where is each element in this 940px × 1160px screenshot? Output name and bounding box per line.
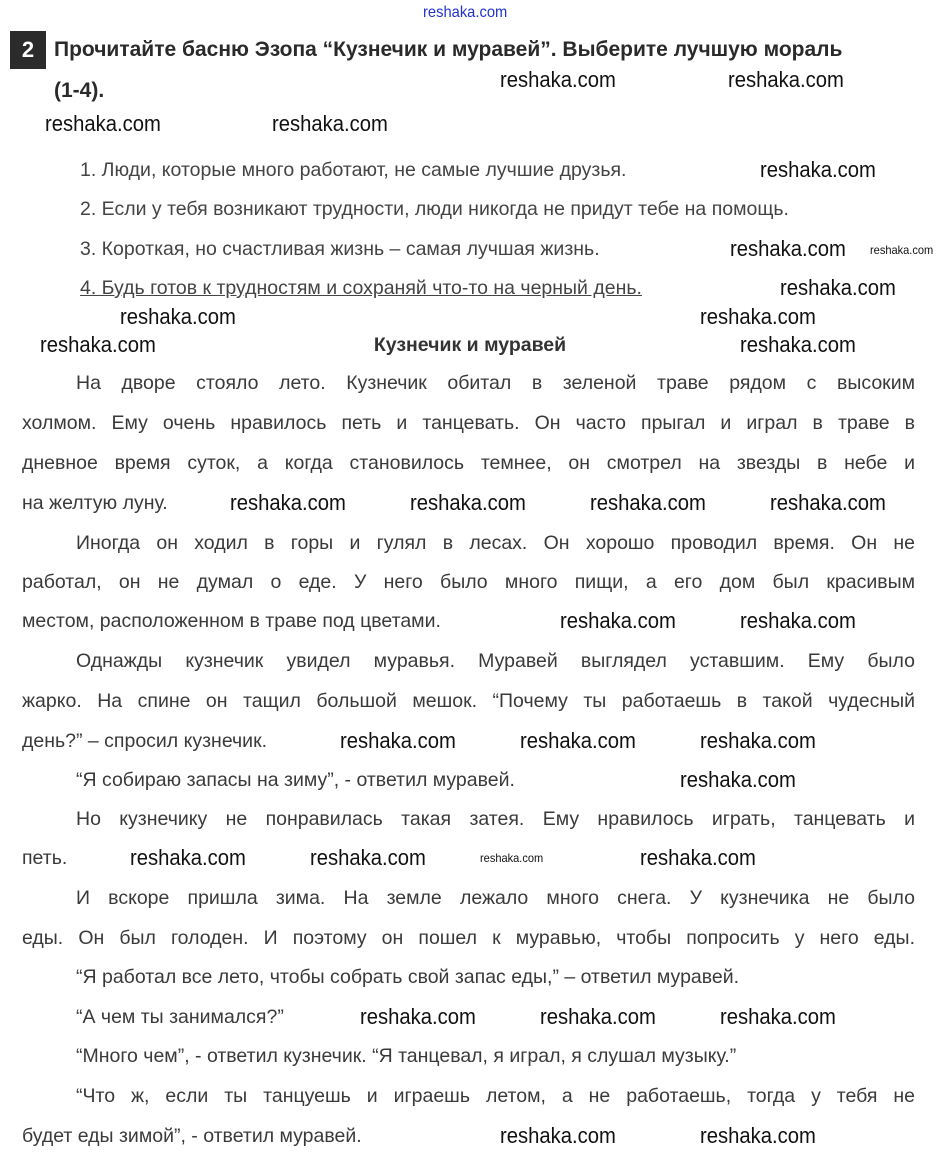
watermark: reshaka.com [760,157,876,182]
watermark: reshaka.com [870,243,934,257]
story-line: “Я работал все лето, чтобы собрать свой запас еды,” – ответил муравей. [76,966,740,988]
story-line: “Что ж, если ты танцуешь и играешь летом, а не работаешь, тогда у тебя не [76,1085,915,1107]
watermark: reshaka.com [120,304,236,329]
story-line: день?” – спросил кузнечик. [22,730,268,752]
story-line: петь. [22,847,68,869]
watermark: reshaka.com [540,1004,656,1029]
story-line: На дворе стояло лето. Кузнечик обитал в зеленой траве рядом с высоким [76,372,915,394]
watermark: reshaka.com [423,4,508,21]
task-instruction-cont: (1-4). [54,79,105,102]
watermark: reshaka.com [770,490,886,515]
option-2: 2. Если у тебя возникают трудности, люди никогда не придут тебе на помощь. [80,198,789,220]
watermark: reshaka.com [728,67,844,92]
story-line: на желтую луну. [22,492,168,514]
story-line: работал, он не думал о еде. У него было много пищи, а его дом был красивым [22,571,915,593]
story-title: Кузнечик и муравей [373,334,567,356]
watermark: reshaka.com [45,111,161,136]
story-line: еды. Он был голоден. И поэтому он пошел к муравью, чтобы попросить у него еды. [22,927,915,949]
watermark: reshaka.com [560,608,676,633]
watermark: reshaka.com [310,845,426,870]
task-number-badge: 2 [10,31,46,69]
watermark: reshaka.com [700,1123,816,1148]
story-line: Иногда он ходил в горы и гулял в лесах. Он хорошо проводил время. Он не [76,532,915,554]
story-line: местом, расположенном в траве под цветами. [22,610,441,632]
story-line: жарко. На спине он тащил большой мешок. “Почему ты работаешь в такой чудесный [22,690,915,712]
watermark: reshaka.com [130,845,246,870]
watermark: reshaka.com [780,275,896,300]
story-line: Однажды кузнечик увидел муравья. Муравей выглядел уставшим. Ему было [76,650,915,672]
watermark: reshaka.com [340,728,456,753]
task-instruction: Прочитайте басню Эзопа “Кузнечик и муравей”. Выберите лучшую мораль [54,38,843,61]
watermark: reshaka.com [680,767,796,792]
watermark: reshaka.com [730,236,846,261]
story-line: дневное время суток, а когда становилось темнее, он смотрел на звезды в небе и [22,452,915,474]
watermark: reshaka.com [520,728,636,753]
watermark: reshaka.com [410,490,526,515]
watermark: reshaka.com [640,845,756,870]
story-line: “Много чем”, - ответил кузнечик. “Я танцевал, я играл, я слушал музыку.” [76,1045,737,1067]
watermark: reshaka.com [272,111,388,136]
watermark: reshaka.com [500,1123,616,1148]
watermark: reshaka.com [700,728,816,753]
story-line: “Я собираю запасы на зиму”, - ответил муравей. [76,769,515,791]
watermark: reshaka.com [740,608,856,633]
option-4-selected: 4. Будь готов к трудностям и сохраняй что-то на черный день. [80,277,642,299]
story-line: “А чем ты занимался?” [76,1006,284,1028]
watermark: reshaka.com [700,304,816,329]
story-line: холмом. Ему очень нравилось петь и танцевать. Он часто прыгал и играл в траве в [22,412,915,434]
option-1: 1. Люди, которые много работают, не самые лучшие друзья. [80,159,627,181]
watermark: reshaka.com [720,1004,836,1029]
option-3: 3. Короткая, но счастливая жизнь – самая лучшая жизнь. [80,238,600,260]
watermark: reshaka.com [590,490,706,515]
story-line: Но кузнечику не понравилась такая затея. Ему нравилось играть, танцевать и [76,808,915,830]
watermark: reshaka.com [480,851,544,865]
watermark: reshaka.com [230,490,346,515]
watermark: reshaka.com [500,67,616,92]
story-line: будет еды зимой”, - ответил муравей. [22,1125,362,1147]
story-line: И вскоре пришла зима. На земле лежало много снега. У кузнечика не было [76,887,915,909]
watermark: reshaka.com [360,1004,476,1029]
watermark: reshaka.com [40,332,156,357]
watermark: reshaka.com [740,332,856,357]
